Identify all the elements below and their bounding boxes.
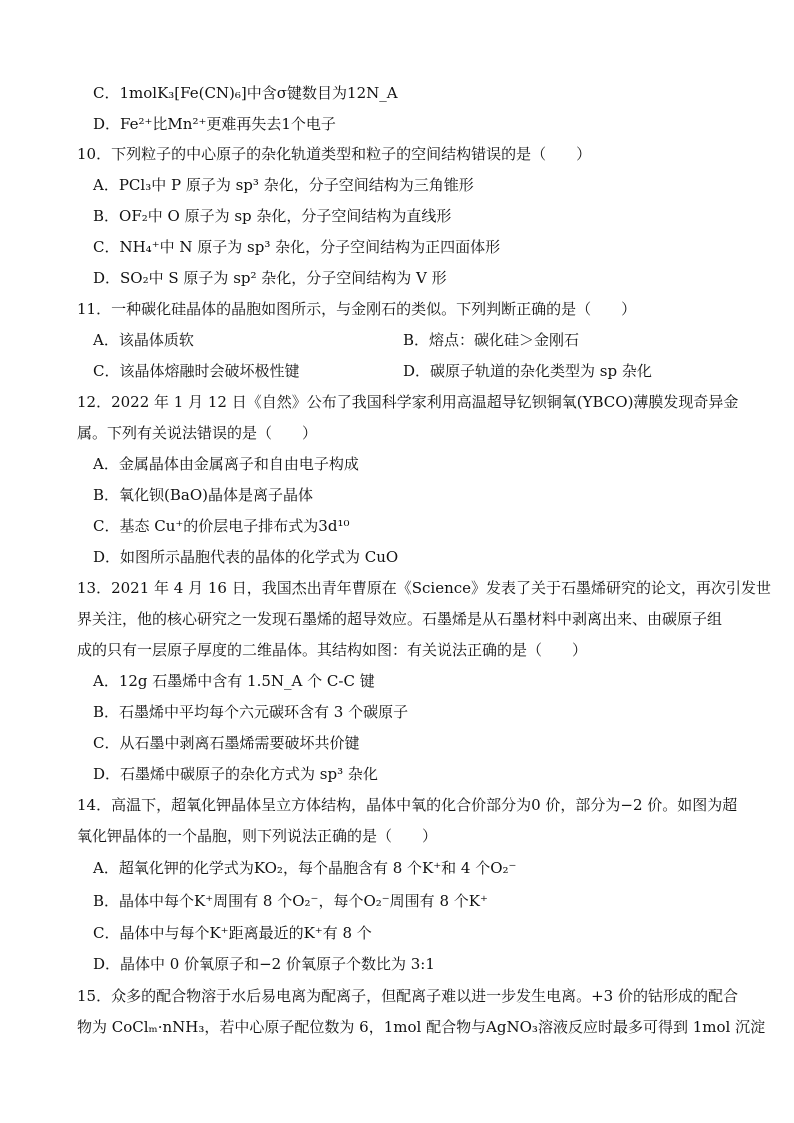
option-14c: C．晶体中与每个K⁺距离最近的K⁺有 8 个 <box>93 924 372 942</box>
question-13-stem-line2: 界关注，他的核心研究之一发现石墨烯的超导效应。石墨烯是从石墨材料中剥离出来、由碳原子组 <box>77 610 723 628</box>
question-13-stem-line1: 13．2021 年 4 月 16 日，我国杰出青年曹原在《Science》发表了关于石墨烯研究的论文，再次引发世 <box>77 579 772 597</box>
question-15-stem-line2: 物为 CoClₘ·nNH₃，若中心原子配位数为 6，1mol 配合物与AgNO₃溶液反应时最多可得到 1mol 沉淀 <box>77 1018 766 1036</box>
option-14a: A．超氧化钾的化学式为KO₂，每个晶胞含有 8 个K⁺和 4 个O₂⁻ <box>93 859 517 877</box>
option-9c: C．1molK₃[Fe(CN)₆]中含σ键数目为12N_A <box>93 84 398 102</box>
option-13d: D．石墨烯中碳原子的杂化方式为 sp³ 杂化 <box>93 765 378 783</box>
question-15-stem-line1: 15．众多的配合物溶于水后易电离为配离子，但配离子难以进一步发生电离。+3 价的钴形成的配合 <box>77 987 738 1005</box>
option-10d: D．SO₂中 S 原子为 sp² 杂化，分子空间结构为 V 形 <box>93 269 447 287</box>
option-13a: A．12g 石墨烯中含有 1.5N_A 个 C-C 键 <box>93 672 375 690</box>
option-14b: B．晶体中每个K⁺周围有 8 个O₂⁻，每个O₂⁻周围有 8 个K⁺ <box>93 892 488 910</box>
option-12c: C．基态 Cu⁺的价层电子排布式为3d¹⁰ <box>93 517 350 535</box>
option-12a: A．金属晶体由金属离子和自由电子构成 <box>93 455 359 473</box>
option-11c: C．该晶体熔融时会破坏极性键 <box>93 362 300 380</box>
option-12d: D．如图所示晶胞代表的晶体的化学式为 CuO <box>93 548 399 566</box>
question-11-stem: 11．一种碳化硅晶体的晶胞如图所示，与金刚石的类似。下列判断正确的是（ ） <box>77 300 637 318</box>
option-9d: D．Fe²⁺比Mn²⁺更难再失去1个电子 <box>93 115 336 133</box>
option-13c: C．从石墨中剥离石墨烯需要破坏共价键 <box>93 734 360 752</box>
question-12-stem-line1: 12．2022 年 1 月 12 日《自然》公布了我国科学家利用高温超导钇钡铜氧(YBCO)薄膜发现奇异金 <box>77 393 739 411</box>
option-10a: A．PCl₃中 P 原子为 sp³ 杂化，分子空间结构为三角锥形 <box>93 176 474 194</box>
question-14-stem-line2: 氧化钾晶体的一个晶胞，则下列说法正确的是（ ） <box>77 827 438 845</box>
option-11b: B．熔点：碳化硅＞金刚石 <box>403 331 580 349</box>
option-13b: B．石墨烯中平均每个六元碳环含有 3 个碳原子 <box>93 703 409 721</box>
option-11a: A．该晶体质软 <box>93 331 194 349</box>
question-12-stem-line2: 属。下列有关说法错误的是（ ） <box>77 424 318 442</box>
option-10b: B．OF₂中 O 原子为 sp 杂化，分子空间结构为直线形 <box>93 207 452 225</box>
option-11d: D．碳原子轨道的杂化类型为 sp 杂化 <box>403 362 652 380</box>
option-12b: B．氧化钡(BaO)晶体是离子晶体 <box>93 486 313 504</box>
question-13-stem-line3: 成的只有一层原子厚度的二维晶体。其结构如图：有关说法正确的是（ ） <box>77 641 588 659</box>
option-10c: C．NH₄⁺中 N 原子为 sp³ 杂化，分子空间结构为正四面体形 <box>93 238 501 256</box>
option-14d: D．晶体中 0 价氧原子和−2 价氧原子个数比为 3:1 <box>93 955 435 973</box>
question-10-stem: 10．下列粒子的中心原子的杂化轨道类型和粒子的空间结构错误的是（ ） <box>77 145 592 163</box>
question-14-stem-line1: 14．高温下，超氧化钾晶体呈立方体结构，晶体中氧的化合价部分为0 价，部分为−2 价。如图为超 <box>77 796 738 814</box>
